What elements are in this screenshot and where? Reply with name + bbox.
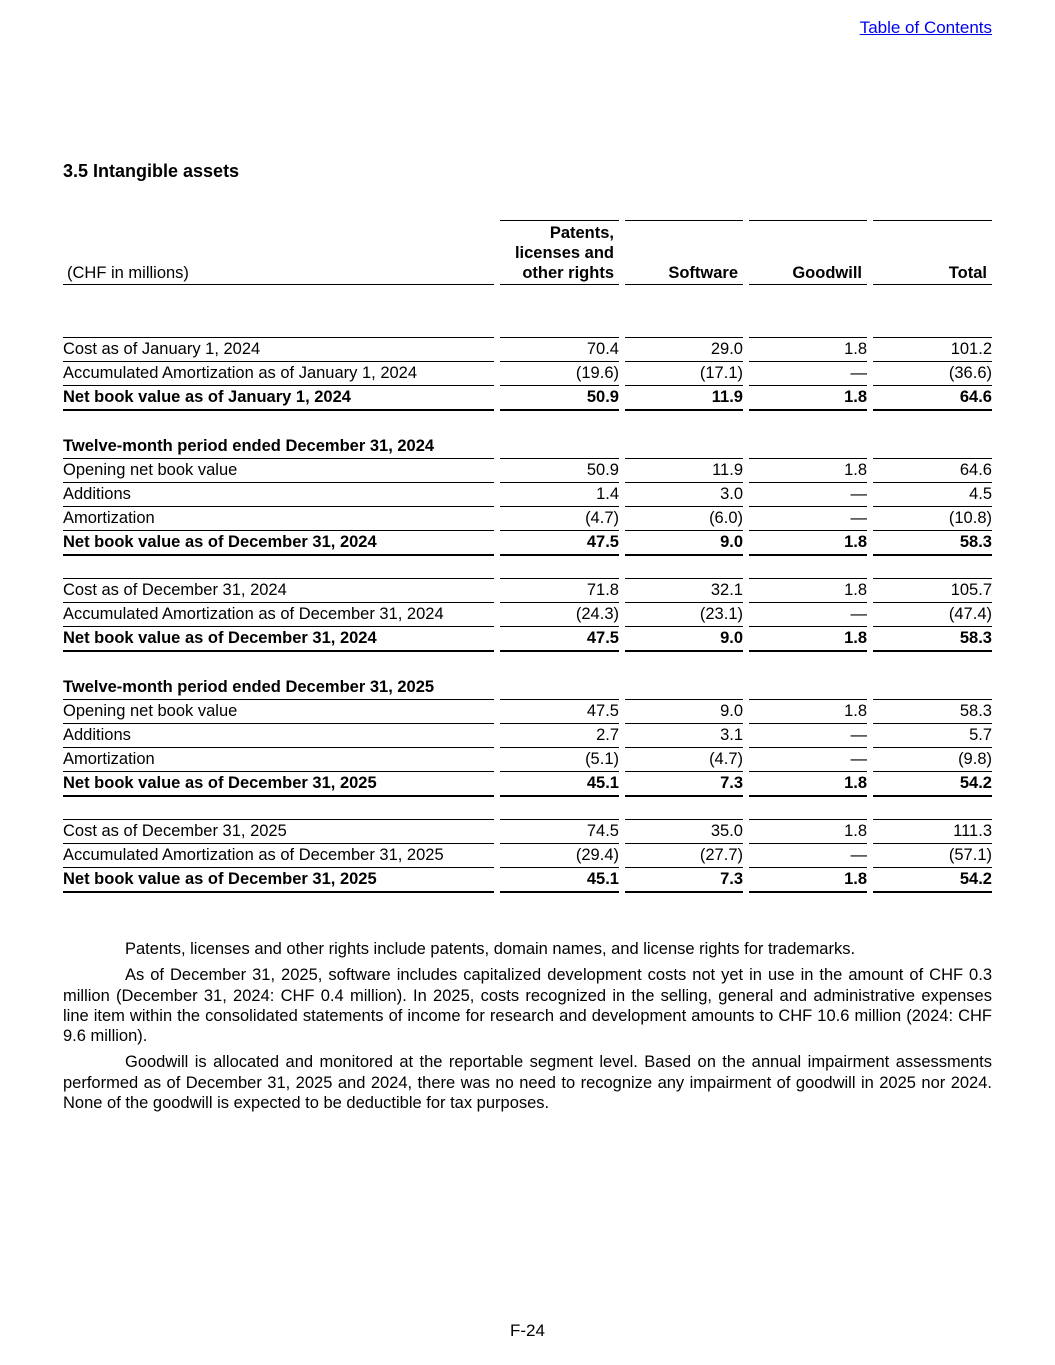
cell-software: 9.0 xyxy=(625,627,743,652)
note-paragraph: Goodwill is allocated and monitored at the reportable segment level. Based on the annual impairment assessments performed as of December 31, 2025 and 2024, there was no need to recognize any impairment of goodwill in 2025 nor 2024. None of the goodwill is expected to be deductible for tax purposes. xyxy=(63,1053,992,1113)
column-header-patents: Patents, licenses and other rights xyxy=(500,220,619,285)
cell-software: (6.0) xyxy=(625,507,743,531)
cell-total: 58.3 xyxy=(873,531,992,556)
table-row-net-book-value xyxy=(63,627,992,652)
row-label: Amortization xyxy=(63,507,494,531)
cell-patents: 70.4 xyxy=(500,337,619,362)
cell-software: 7.3 xyxy=(625,868,743,893)
cell-total: 111.3 xyxy=(873,819,992,844)
period-heading-row xyxy=(63,435,992,459)
table-body xyxy=(63,285,992,893)
row-label: Net book value as of January 1, 2024 xyxy=(63,386,494,411)
cell-software: (27.7) xyxy=(625,844,743,868)
cell-software: 3.1 xyxy=(625,724,743,748)
spacer-row xyxy=(63,797,992,819)
cell-software: 29.0 xyxy=(625,337,743,362)
cell-total: (10.8) xyxy=(873,507,992,531)
cell-software: 32.1 xyxy=(625,578,743,603)
cell-software: (4.7) xyxy=(625,748,743,772)
cell-total: 101.2 xyxy=(873,337,992,362)
cell-total: 64.6 xyxy=(873,386,992,411)
cell-goodwill: — xyxy=(749,748,867,772)
column-header-goodwill: Goodwill xyxy=(749,220,867,285)
table-row xyxy=(63,748,992,772)
row-label: Accumulated Amortization as of December 31, 2024 xyxy=(63,603,494,627)
table-row xyxy=(63,603,992,627)
cell-patents: (29.4) xyxy=(500,844,619,868)
row-label: Net book value as of December 31, 2025 xyxy=(63,868,494,893)
cell-goodwill: 1.8 xyxy=(749,578,867,603)
cell-goodwill: 1.8 xyxy=(749,459,867,483)
period-heading-row xyxy=(63,676,992,700)
table-row xyxy=(63,459,992,483)
cell-total: 58.3 xyxy=(873,627,992,652)
table-row xyxy=(63,700,992,724)
cell-goodwill: 1.8 xyxy=(749,700,867,724)
row-label: Cost as of December 31, 2025 xyxy=(63,819,494,844)
cell-patents: 2.7 xyxy=(500,724,619,748)
cell-total: 5.7 xyxy=(873,724,992,748)
row-label: Cost as of December 31, 2024 xyxy=(63,578,494,603)
spacer-row xyxy=(63,411,992,435)
row-label: Additions xyxy=(63,483,494,507)
cell-patents: 50.9 xyxy=(500,386,619,411)
cell-goodwill: — xyxy=(749,483,867,507)
cell-total: 54.2 xyxy=(873,772,992,797)
cell-software: 3.0 xyxy=(625,483,743,507)
column-header-software: Software xyxy=(625,220,743,285)
cell-patents: 74.5 xyxy=(500,819,619,844)
cell-patents: 47.5 xyxy=(500,700,619,724)
cell-software: (17.1) xyxy=(625,362,743,386)
cell-patents: (4.7) xyxy=(500,507,619,531)
table-row xyxy=(63,507,992,531)
cell-software: 9.0 xyxy=(625,700,743,724)
cell-goodwill: 1.8 xyxy=(749,386,867,411)
row-label: Opening net book value xyxy=(63,700,494,724)
cell-total: (36.6) xyxy=(873,362,992,386)
cell-software: 11.9 xyxy=(625,386,743,411)
cell-patents: 1.4 xyxy=(500,483,619,507)
note-paragraph: Patents, licenses and other rights include patents, domain names, and license rights for trademarks. xyxy=(125,940,856,958)
row-label: Net book value as of December 31, 2025 xyxy=(63,772,494,797)
table-row-net-book-value xyxy=(63,386,992,411)
table-header-row xyxy=(63,220,992,285)
unit-label: (CHF in millions) xyxy=(63,220,494,285)
cell-goodwill: 1.8 xyxy=(749,531,867,556)
row-label: Net book value as of December 31, 2024 xyxy=(63,627,494,652)
table-row xyxy=(63,362,992,386)
cell-patents: 47.5 xyxy=(500,531,619,556)
cell-goodwill: — xyxy=(749,844,867,868)
row-label: Cost as of January 1, 2024 xyxy=(63,337,494,362)
cell-total: 58.3 xyxy=(873,700,992,724)
table-row xyxy=(63,844,992,868)
cell-software: 7.3 xyxy=(625,772,743,797)
table-of-contents-link[interactable]: Table of Contents xyxy=(859,18,992,37)
cell-patents: (24.3) xyxy=(500,603,619,627)
cell-total: (57.1) xyxy=(873,844,992,868)
table-row xyxy=(63,483,992,507)
spacer-row xyxy=(63,652,992,676)
section-title: 3.5 Intangible assets xyxy=(63,161,240,181)
cell-goodwill: — xyxy=(749,362,867,386)
note-paragraph: As of December 31, 2025, software includes capitalized development costs not yet in use in the amount of CHF 0.3 million (December 31, 2024: CHF 0.4 million). In 2025, costs recognized in the selling, general and administrative expenses line item within the consolidated statements of income for research and development amounts to CHF 10.6 million (2024: CHF 9.6 million). xyxy=(63,966,992,1046)
cell-total: (47.4) xyxy=(873,603,992,627)
cell-goodwill: 1.8 xyxy=(749,819,867,844)
spacer-row xyxy=(63,556,992,578)
cell-total: (9.8) xyxy=(873,748,992,772)
row-label: Amortization xyxy=(63,748,494,772)
cell-goodwill: 1.8 xyxy=(749,772,867,797)
row-label: Accumulated Amortization as of December 31, 2025 xyxy=(63,844,494,868)
cell-goodwill: 1.8 xyxy=(749,337,867,362)
cell-goodwill: — xyxy=(749,724,867,748)
table-row xyxy=(63,337,992,362)
cell-total: 64.6 xyxy=(873,459,992,483)
cell-goodwill: — xyxy=(749,507,867,531)
cell-patents: (19.6) xyxy=(500,362,619,386)
row-label: Accumulated Amortization as of January 1, 2024 xyxy=(63,362,494,386)
period-heading: Twelve-month period ended December 31, 2024 xyxy=(63,435,494,459)
cell-goodwill: 1.8 xyxy=(749,868,867,893)
cell-goodwill: 1.8 xyxy=(749,627,867,652)
cell-patents: 71.8 xyxy=(500,578,619,603)
spacer-row xyxy=(63,285,992,337)
period-heading: Twelve-month period ended December 31, 2025 xyxy=(63,676,494,700)
table-row-net-book-value xyxy=(63,531,992,556)
cell-software: 9.0 xyxy=(625,531,743,556)
table-row xyxy=(63,819,992,844)
cell-patents: 45.1 xyxy=(500,772,619,797)
cell-software: (23.1) xyxy=(625,603,743,627)
page-number: F-24 xyxy=(510,1321,545,1340)
cell-software: 35.0 xyxy=(625,819,743,844)
cell-patents: 47.5 xyxy=(500,627,619,652)
table-row-net-book-value xyxy=(63,772,992,797)
notes-section xyxy=(63,939,992,1119)
cell-total: 54.2 xyxy=(873,868,992,893)
table-row xyxy=(63,578,992,603)
table-row-net-book-value xyxy=(63,868,992,893)
table-row xyxy=(63,724,992,748)
cell-patents: (5.1) xyxy=(500,748,619,772)
cell-total: 4.5 xyxy=(873,483,992,507)
row-label: Opening net book value xyxy=(63,459,494,483)
cell-software: 11.9 xyxy=(625,459,743,483)
intangible-assets-table xyxy=(63,220,992,893)
cell-total: 105.7 xyxy=(873,578,992,603)
cell-patents: 45.1 xyxy=(500,868,619,893)
column-header-total: Total xyxy=(873,220,992,285)
row-label: Net book value as of December 31, 2024 xyxy=(63,531,494,556)
row-label: Additions xyxy=(63,724,494,748)
cell-patents: 50.9 xyxy=(500,459,619,483)
cell-goodwill: — xyxy=(749,603,867,627)
